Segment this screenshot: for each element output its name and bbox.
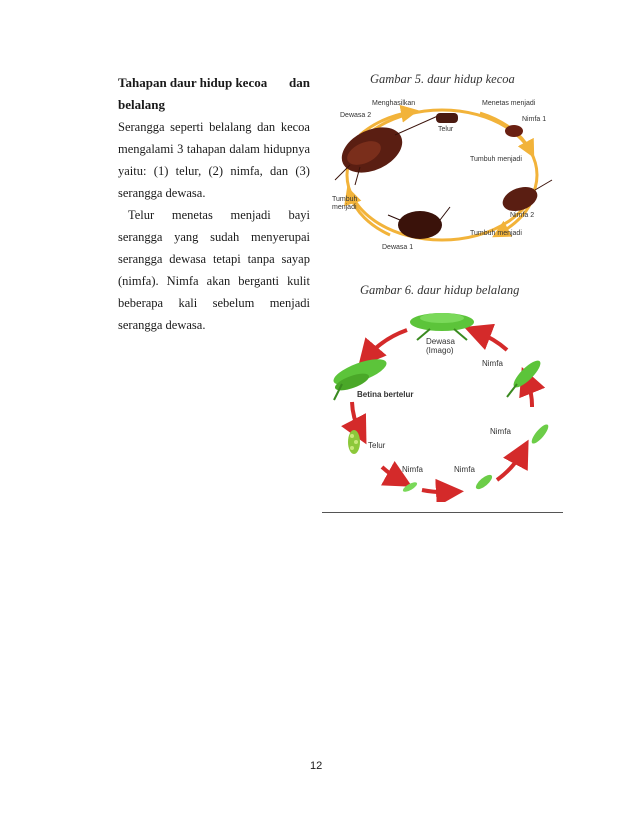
word: dan bbox=[270, 164, 289, 178]
egg-cluster-icon bbox=[348, 430, 360, 454]
figure-5-caption: Gambar 5. daur hidup kecoa bbox=[370, 72, 515, 86]
paragraph-line bbox=[118, 270, 310, 292]
word: belalang bbox=[209, 120, 252, 134]
word: (1) bbox=[153, 164, 169, 178]
egg-case-icon bbox=[436, 113, 458, 123]
arrow-b bbox=[352, 402, 360, 432]
nymph-4-icon bbox=[507, 357, 544, 397]
paragraph-2 bbox=[118, 204, 310, 336]
word: seperti bbox=[170, 120, 204, 134]
figure-6-caption: Gambar 6. daur hidup belalang bbox=[360, 283, 520, 297]
label-nimfa2: Nimfa 2 bbox=[510, 212, 535, 219]
word: telur, bbox=[175, 164, 202, 178]
label-imago: (Imago) bbox=[426, 346, 454, 355]
nymph-3-icon bbox=[529, 422, 551, 446]
word: Nimfa bbox=[166, 274, 199, 288]
label-menjadi-left: menjadi bbox=[332, 204, 357, 211]
label-tumbuh-mid: Tumbuh menjadi bbox=[470, 156, 522, 163]
label-tumbuh-bottom: Tumbuh menjadi bbox=[470, 230, 522, 237]
word: menyerupai bbox=[250, 230, 310, 244]
paragraph-1 bbox=[118, 116, 310, 204]
arrow-c bbox=[382, 467, 400, 480]
paragraph-line bbox=[118, 138, 310, 160]
word: (3) bbox=[295, 164, 310, 178]
label-menghasilkan: Menghasilkan bbox=[372, 100, 416, 107]
cockroach-adult-2-icon bbox=[335, 115, 440, 185]
word: berganti bbox=[238, 274, 280, 288]
text-column bbox=[118, 72, 310, 336]
word: menjadi bbox=[230, 208, 271, 222]
word: sebelum bbox=[212, 296, 255, 310]
word: dalam bbox=[229, 142, 260, 156]
word: tanpa bbox=[247, 252, 275, 266]
arrow-a bbox=[367, 330, 407, 357]
word: serangga dewasa. bbox=[118, 186, 206, 200]
word: tetapi bbox=[212, 252, 241, 266]
page-number: 12 bbox=[310, 760, 323, 772]
arrow-g bbox=[477, 332, 507, 350]
nymph-1-icon bbox=[505, 125, 523, 137]
label-menetas: Menetas menjadi bbox=[482, 100, 536, 107]
label-nimfa-b: Nimfa bbox=[490, 427, 511, 436]
grasshopper-life-cycle-figure bbox=[322, 302, 567, 502]
arrow-e bbox=[497, 452, 522, 480]
paragraph-line bbox=[118, 182, 310, 204]
heading-text-end: dan bbox=[289, 75, 310, 90]
paragraph-line bbox=[118, 248, 310, 270]
heading-text: Tahapan daur hidup kecoa bbox=[118, 75, 268, 90]
label-tumbuh-left: Tumbuh bbox=[332, 196, 358, 203]
grasshopper-adult-icon bbox=[410, 313, 474, 340]
paragraph-line bbox=[118, 160, 310, 182]
word: beberapa bbox=[118, 296, 164, 310]
label-telur: Telur bbox=[368, 441, 386, 450]
word: Serangga bbox=[118, 120, 165, 134]
word: kecoa bbox=[280, 120, 310, 134]
cockroach-adult-1-icon bbox=[388, 207, 450, 239]
word: nimfa, bbox=[230, 164, 263, 178]
label-nimfa1: Nimfa 1 bbox=[522, 116, 547, 123]
label-dewasa1: Dewasa 1 bbox=[382, 244, 414, 251]
label-dewasa: Dewasa bbox=[426, 337, 455, 346]
paragraph-line bbox=[118, 314, 310, 336]
nymph-small-icon bbox=[402, 480, 419, 493]
word: yaitu: bbox=[118, 164, 147, 178]
word: menetas bbox=[171, 208, 213, 222]
figure-divider bbox=[322, 512, 563, 513]
word: sudah bbox=[210, 230, 240, 244]
word: Telur bbox=[128, 208, 155, 222]
arrow-d bbox=[422, 490, 450, 492]
word: akan bbox=[206, 274, 231, 288]
word: (nimfa). bbox=[118, 274, 159, 288]
nymph-2-icon bbox=[474, 473, 494, 492]
paragraph-line bbox=[118, 226, 310, 248]
word: tahapan bbox=[186, 142, 226, 156]
word: kali bbox=[178, 296, 198, 310]
section-heading bbox=[118, 72, 310, 116]
word: hidupnya bbox=[263, 142, 310, 156]
label-telur: Telur bbox=[438, 126, 454, 133]
word: serangga bbox=[118, 230, 163, 244]
word: kulit bbox=[287, 274, 310, 288]
word: sayap bbox=[281, 252, 310, 266]
word: yang bbox=[174, 230, 199, 244]
cockroach-cycle-svg bbox=[330, 95, 565, 255]
label-nimfa-c: Nimfa bbox=[402, 465, 423, 474]
word: mengalami bbox=[118, 142, 174, 156]
paragraph-line bbox=[118, 292, 310, 314]
word: menjadi bbox=[269, 296, 310, 310]
paragraph-line bbox=[118, 116, 310, 138]
label-dewasa2: Dewasa 2 bbox=[340, 112, 372, 119]
label-nimfa-a: Nimfa bbox=[482, 359, 503, 368]
word: dewasa bbox=[169, 252, 207, 266]
heading-line2: belalang bbox=[118, 97, 165, 112]
label-betina: Betina bertelur bbox=[357, 390, 414, 399]
word: dan bbox=[257, 120, 276, 134]
cockroach-life-cycle-figure bbox=[330, 95, 565, 255]
word: 3 bbox=[177, 142, 184, 156]
arrow-f bbox=[527, 380, 532, 407]
word: (2) bbox=[208, 164, 224, 178]
word: serangga bbox=[118, 252, 163, 266]
word: bayi bbox=[288, 208, 310, 222]
label-nimfa-d: Nimfa bbox=[454, 465, 475, 474]
word: serangga dewasa. bbox=[118, 318, 206, 332]
paragraph-line bbox=[118, 204, 310, 226]
grasshopper-cycle-svg bbox=[322, 302, 567, 502]
